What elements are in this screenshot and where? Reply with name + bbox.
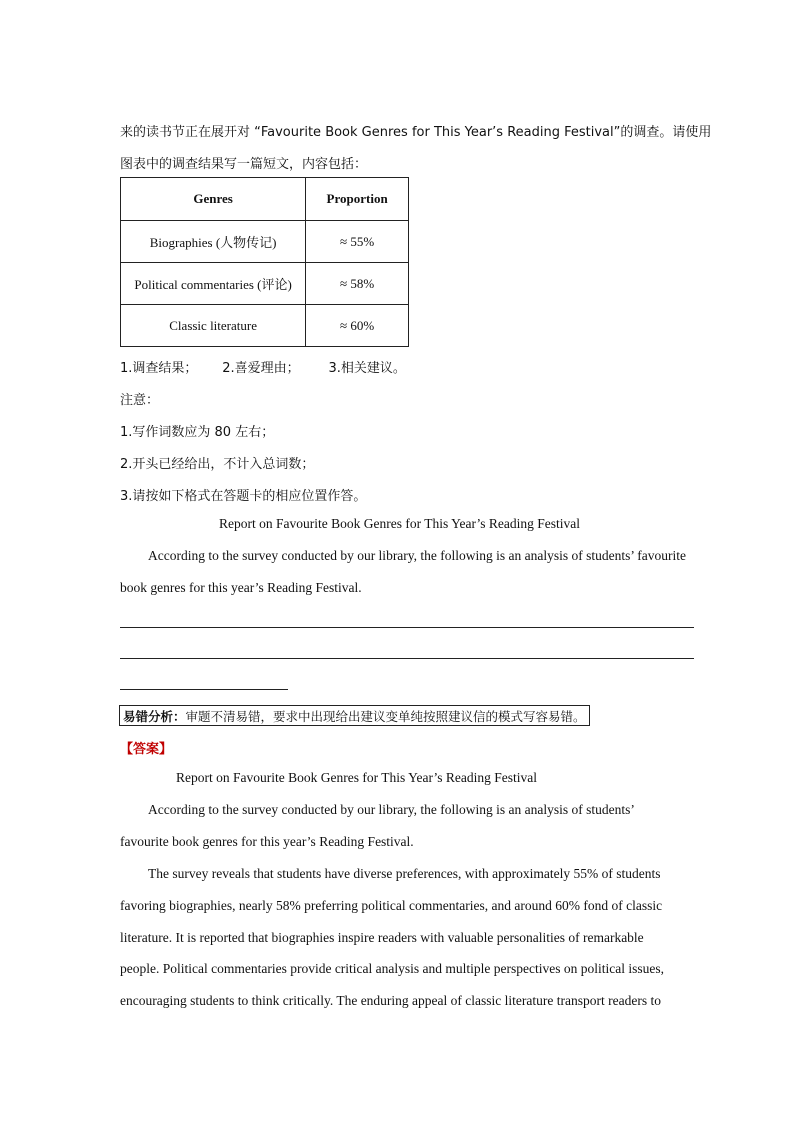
answer-line: people. Political commentaries provide critical analysis and multiple perspectives on political issues, [120,961,664,976]
table-row [121,263,409,305]
answer-label: 【答案】 [120,742,173,757]
genre-cell: Biographies (人物传记) [121,221,306,263]
table-row [121,305,409,347]
requirements-line: 1.调查结果； 2.喜爱理由； 3.相关建议。 [120,361,406,376]
intro-line-2: 图表中的调查结果写一篇短文，内容包括： [120,157,368,172]
answer-blank-line [120,627,694,628]
header-proportion: Proportion [306,178,409,221]
table-row [121,221,409,263]
genre-cell: Classic literature [121,305,306,347]
callout-text: 审题不清易错，要求中出现给出建议变单纯按照建议信的模式写容易错。 [185,709,586,724]
note-item: 2.开头已经给出，不计入总词数； [120,457,315,472]
answer-line: literature. It is reported that biographies inspire readers with valuable personalities of remarkable [120,930,644,945]
proportion-cell: ≈ 60% [306,305,409,347]
genre-cell: Political commentaries (评论) [121,263,306,305]
proportion-cell: ≈ 55% [306,221,409,263]
answer-line: favourite book genres for this year’s Reading Festival. [120,834,414,849]
callout-label: 易错分析： [123,709,186,724]
notes-heading: 注意： [120,393,160,408]
answer-line: The survey reveals that students have diverse preferences, with approximately 55% of students [148,866,661,881]
header-genres: Genres [121,178,306,221]
error-analysis-callout [119,705,590,726]
note-item: 1.写作词数应为 80 左右； [120,425,275,440]
prompt-title: Report on Favourite Book Genres for This Year’s Reading Festival [219,516,580,531]
answer-blank-line-short [120,689,288,690]
answer-line: According to the survey conducted by our library, the following is an analysis of students’ [148,802,635,817]
note-item: 3.请按如下格式在答题卡的相应位置作答。 [120,489,367,504]
proportion-cell: ≈ 58% [306,263,409,305]
answer-title: Report on Favourite Book Genres for This Year’s Reading Festival [176,770,537,785]
intro-line-1: 来的读书节正在展开对 “Favourite Book Genres for This Year’s Reading Festival”的调查。请使用 [120,125,712,140]
prompt-opening-line-1: According to the survey conducted by our library, the following is an analysis of students’ favourite [148,548,686,563]
answer-blank-line [120,658,694,659]
answer-line: encouraging students to think critically. The enduring appeal of classic literature transport readers to [120,993,661,1008]
genres-table [120,177,409,347]
table-header-row [121,178,409,221]
answer-line: favoring biographies, nearly 58% preferring political commentaries, and around 60% fond of classic [120,898,663,913]
prompt-opening-line-2: book genres for this year’s Reading Festival. [120,580,362,595]
